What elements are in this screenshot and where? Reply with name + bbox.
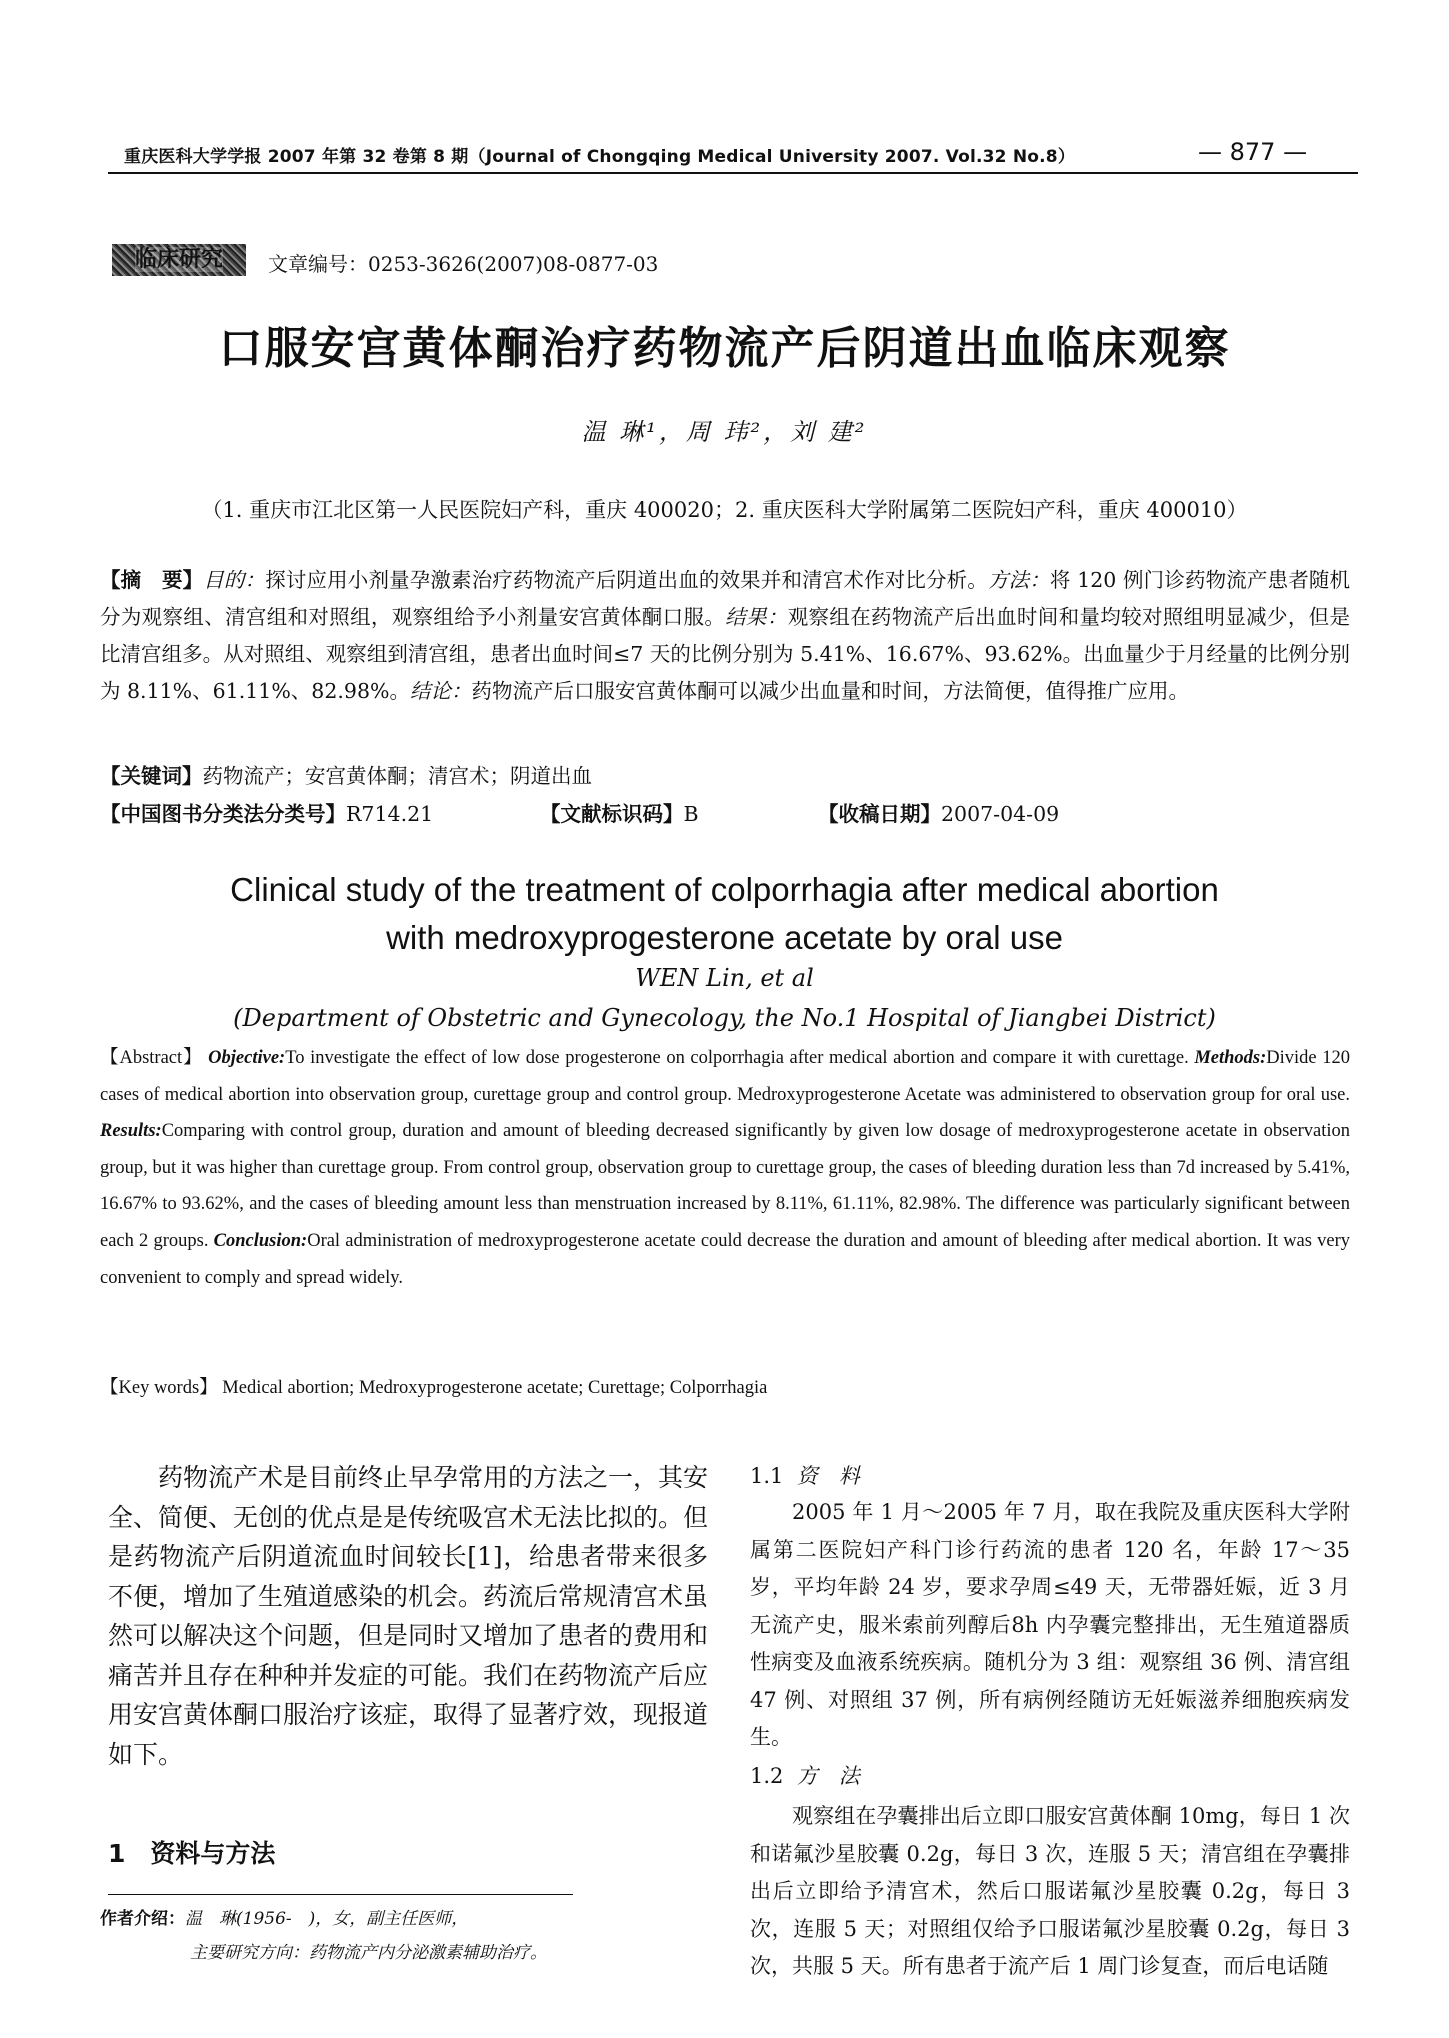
- conclusion-label: 结论：: [409, 679, 472, 703]
- title-en-line-1: Clinical study of the treatment of colporrhagia after medical abortion: [230, 871, 1219, 908]
- class-code: 【中国图书分类法分类号】R714.21: [100, 802, 434, 826]
- affiliations-cn: （1. 重庆市江北区第一人民医院妇产科，重庆 400020；2. 重庆医科大学附属第二医院妇产科，重庆 400010）: [201, 498, 1248, 522]
- results-en-text: Comparing with control group, duration and amount of bleeding decreased significantly by given low dosage of medroxyprogesterone acetate in observation group, but it was higher than curettage group. From control group, observation group to curettage group, the cases of bleeding duration less than 7d increased by 5.41%, 16.67% to 93.62%, and the cases of bleeding amount less than menstruation increased by 8.11%, 61.11%, 82.98%. The difference was particularly significant between each 2 groups.: [100, 1121, 1350, 1251]
- journal-line: 重庆医科大学学报 2007 年第 32 卷第 8 期（Journal of Chongqing Medical University 2007. Vol.32 No.8）: [124, 147, 1076, 167]
- title-en: [0, 866, 1449, 962]
- subsection-1-1-text: 2005 年 1 月～2005 年 7 月，取在我院及重庆医科大学附属第二医院妇产科门诊行药流的患者 120 名，年龄 17～35 岁，平均年龄 24 岁，要求孕周≤49 天，无带器妊娠，近 3 月无流产史，服米索前列醇后8h 内孕囊完整排出，无生殖道器质性病变及血液系统疾病。随机分为 3 组：观察组 36 例、清宫组 47 例、对照组 37 例，所有病例经随访无妊娠滋养细胞疾病发生。: [750, 1500, 1350, 1749]
- authors-en: WEN Lin, et al: [635, 964, 814, 992]
- article-number: 文章编号：0253-3626(2007)08-0877-03: [268, 252, 659, 276]
- title-cn: 口服安宫黄体酮治疗药物流产后阴道出血临床观察: [218, 323, 1231, 374]
- footnote-research: 主要研究方向：药物流产内分泌激素辅助治疗。: [190, 1943, 547, 1963]
- subsection-1-1-heading: 1.1 资 料: [750, 1464, 860, 1488]
- methods-en-text: Divide 120 cases of medical abortion into observation group, curettage group and control group. Medroxyprogesterone Acetate was administered to observation group for oral use.: [100, 1048, 1350, 1105]
- keywords-cn: [100, 758, 1350, 795]
- footnote-rule: [108, 1894, 573, 1895]
- objective-en-label: Objective:: [208, 1048, 286, 1068]
- keywords-cn-text: 药物流产；安宫黄体酮；清宫术；阴道出血: [202, 764, 592, 788]
- results-label: 结果：: [725, 605, 788, 629]
- footnote-line-1: 温 琳(1956- )，女，副主任医师，: [185, 1909, 469, 1929]
- keywords-en: [100, 1370, 1350, 1406]
- objective-text: 探讨应用小剂量孕激素治疗药物流产后阴道出血的效果并和清宫术作对比分析。: [265, 568, 988, 592]
- conclusion-en-text: Oral administration of medroxyprogesterone acetate could decrease the duration and amount of bleeding after medical abortion. It was very convenient to comply and spread widely.: [100, 1230, 1351, 1288]
- keywords-en-label: 【Key words】: [100, 1378, 218, 1398]
- keywords-en-text: Medical abortion; Medroxyprogesterone acetate; Curettage; Colporrhagia: [222, 1378, 768, 1398]
- section-tag: 临床研究: [112, 244, 246, 276]
- methods-en-label: Methods:: [1194, 1048, 1267, 1068]
- results-text: 观察组在药物流产后出血时间和量均较对照组明显减少，但是比清宫组多。从对照组、观察组到清宫组，患者出血时间≤7 天的比例分别为 5.41%、16.67%、93.62%。出血量少于月经量的比例分别为 8.11%、61.11%、82.98%。: [100, 605, 1351, 703]
- abstract-en-label: 【Abstract】: [100, 1048, 203, 1068]
- page-number: — 877 —: [1198, 138, 1308, 166]
- subsection-1-2-heading: 1.2 方 法: [750, 1764, 860, 1788]
- footnote-label: 作者介绍：: [100, 1909, 185, 1929]
- objective-en-text: To investigate the effect of low dose progesterone on colporrhagia after medical abortion and compare it with curettage.: [285, 1048, 1189, 1068]
- objective-label: 目的：: [203, 568, 266, 592]
- received-date: 【收稿日期】2007-04-09: [818, 802, 1060, 826]
- title-en-line-2: with medroxyprogesterone acetate by oral use: [386, 919, 1063, 956]
- abstract-cn: [100, 562, 1350, 710]
- document-code: 【文献标识码】B: [540, 802, 699, 826]
- keywords-cn-label: 【关键词】: [100, 764, 203, 788]
- abstract-cn-label: 【摘 要】: [100, 568, 204, 592]
- authors-cn: 温 琳¹，周 玮²，刘 建²: [581, 418, 868, 446]
- affiliation-en: (Department of Obstetric and Gynecology, the No.1 Hospital of Jiangbei District): [233, 1004, 1216, 1032]
- classification-line: [100, 796, 1350, 833]
- conclusion-text: 药物流产后口服安宫黄体酮可以减少出血量和时间，方法简便，值得推广应用。: [471, 679, 1189, 703]
- running-header: [108, 138, 1358, 168]
- methods-label: 方法：: [987, 568, 1050, 592]
- abstract-en: [100, 1040, 1350, 1296]
- intro-paragraph: 药物流产术是目前终止早孕常用的方法之一，其安全、简便、无创的优点是是传统吸宫术无法比拟的。但是药物流产后阴道流血时间较长[1]，给患者带来很多不便，增加了生殖道感染的机会。药流后常规清宫术虽然可以解决这个问题，但是同时又增加了患者的费用和痛苦并且存在种种并发症的可能。我们在药物流产后应用安宫黄体酮口服治疗该症，取得了显著疗效，现报道如下。: [108, 1463, 709, 1769]
- header-rule: [108, 172, 1358, 174]
- conclusion-en-label: Conclusion:: [213, 1230, 308, 1251]
- subsection-1-2-text: 观察组在孕囊排出后立即口服安宫黄体酮 10mg，每日 1 次和诺氟沙星胶囊 0.2g，每日 3 次，连服 5 天；清宫组在孕囊排出后立即给予清宫术，然后口服诺氟沙星胶囊 0.2g，每日 3 次，连服 5 天；对照组仅给予口服诺氟沙星胶囊 0.2g，每日 3 次，共服 5 天。所有患者于流产后 1 周门诊复查，而后电话随: [750, 1804, 1350, 1978]
- footnote-author: [100, 1904, 468, 1934]
- results-en-label: Results:: [100, 1121, 162, 1142]
- methods-text: 将 120 例门诊药物流产患者随机分为观察组、清宫组和对照组，观察组给予小剂量安宫黄体酮口服。: [100, 568, 1351, 629]
- section-1-heading: 1 资料与方法: [108, 1839, 276, 1868]
